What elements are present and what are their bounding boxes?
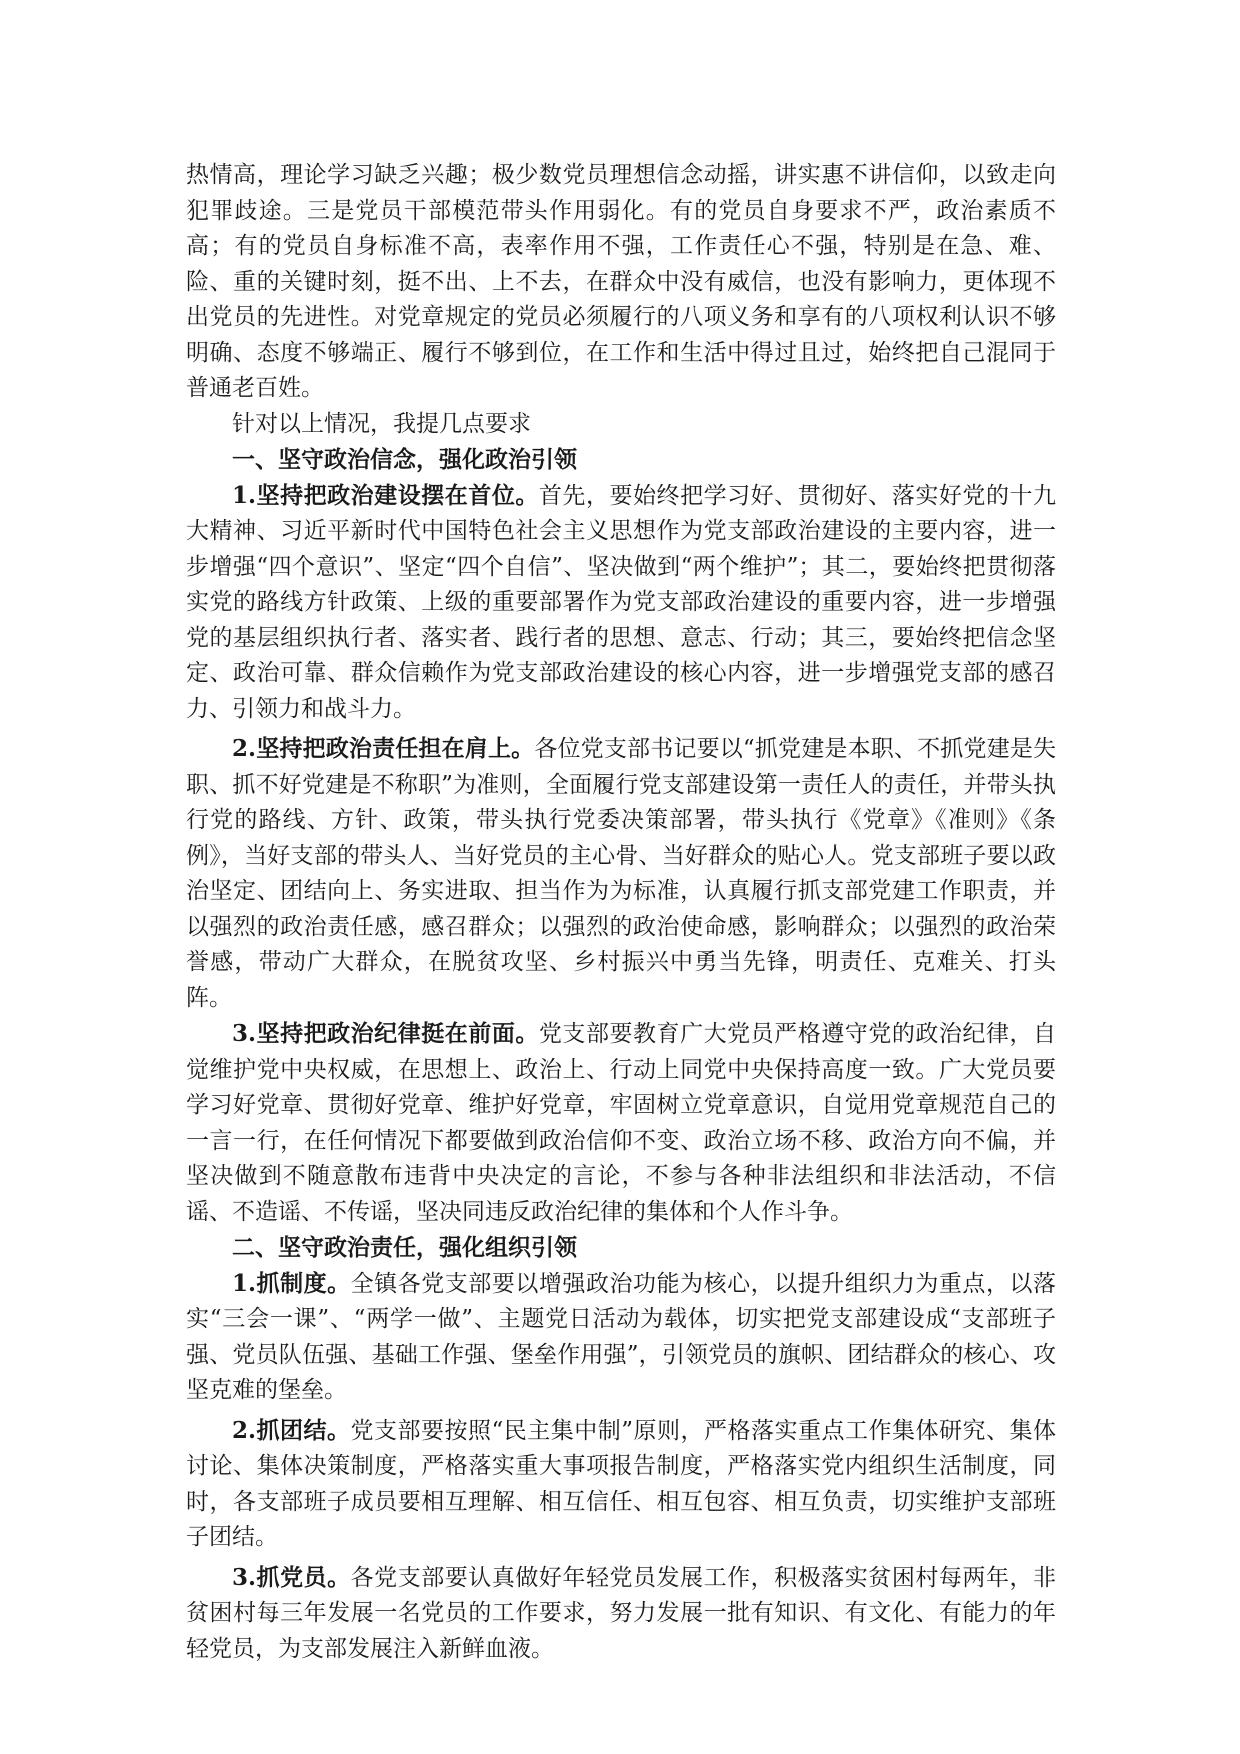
- item-lead: 2.抓团结。: [232, 1416, 351, 1444]
- section-1-item-2: [186, 731, 1056, 1016]
- section-2-item-1: [186, 1266, 1056, 1409]
- section-heading-2: 二、坚守政治责任，强化组织引领: [232, 1234, 577, 1261]
- section-1-item-1: [186, 478, 1056, 728]
- item-text: 党支部要按照“民主集中制”原则，严格落实重点工作集体研究、集体讨论、集体决策制度，严格落实重大事项报告制度，严格落实党内组织生活制度，同时，各支部班子成员要相互理解、相互信任、相互包容、相互负责，切实维护支部班子团结。: [186, 1417, 1056, 1550]
- item-lead: 3.抓党员。: [232, 1563, 351, 1591]
- section-2-item-3: [186, 1560, 1056, 1668]
- transition-line: 针对以上情况，我提几点要求: [232, 410, 531, 437]
- section-1-item-3: [186, 1016, 1056, 1230]
- item-text: 各党支部要认真做好年轻党员发展工作，积极落实贫困村每两年，非贫困村每三年发展一名党员的工作要求，努力发展一批有知识、有文化、有能力的年轻党员，为支部发展注入新鲜血液。: [186, 1564, 1056, 1662]
- document-body: [186, 158, 1056, 1667]
- item-lead: 2.坚持把政治责任担在肩上。: [232, 735, 535, 762]
- item-lead: 1.抓制度。: [232, 1269, 351, 1297]
- item-lead: 1.坚持把政治建设摆在首位。: [232, 481, 539, 509]
- item-text: 全镇各党支部要以增强政治功能为核心，以提升组织力为重点，以落实“三会一课”、“两学一做”、主题党日活动为载体，切实把党支部建设成“支部班子强、党员队伍强、基础工作强、堡垒作用强”，引领党员的旗帜、团结群众的核心、攻坚克难的堡垒。: [186, 1270, 1056, 1403]
- item-text: 各位党支部书记要以“抓党建是本职、不抓党建是失职、抓不好党建是不称职”为准则，全面履行党支部建设第一责任人的责任，并带头执行党的路线、方针、政策，带头执行党委决策部署，带头执行《党章》《准则》《条例》，当好支部的带头人、当好党员的主心骨、当好群众的贴心人。党支部班子要以政治坚定、团结向上、务实进取、担当作为为标准，认真履行抓支部党建工作职责，并以强烈的政治责任感，感召群众；以强烈的政治使命感，影响群众；以强烈的政治荣誉感，带动广大群众，在脱贫攻坚、乡村振兴中勇当先锋，明责任、克难关、打头阵。: [186, 736, 1056, 1011]
- section-2-item-2: [186, 1413, 1056, 1556]
- item-text: 党支部要教育广大党员严格遵守党的政治纪律，自觉维护党中央权威，在思想上、政治上、行动上同党中央保持高度一致。广大党员要学习好党章、贯彻好党章、维护好党章，牢固树立党章意识，自觉用党章规范自己的一言一行，在任何情况下都要做到政治信仰不变、政治立场不移、政治方向不偏，并坚决做到不随意散布违背中央决定的言论，不参与各种非法组织和非法活动，不信谣、不造谣、不传谣，坚决同违反政治纪律的集体和个人作斗争。: [186, 1021, 1056, 1225]
- intro-paragraph: 热情高，理论学习缺乏兴趣；极少数党员理想信念动摇，讲实惠不讲信仰，以致走向犯罪歧途。三是党员干部模范带头作用弱化。有的党员自身要求不严，政治素质不高；有的党员自身标准不高，表率作用不强，工作责任心不强，特别是在急、难、险、重的关键时刻，挺不出、上不去，在群众中没有威信，也没有影响力，更体现不出党员的先进性。对党章规定的党员必须履行的八项义务和享有的八项权利认识不够明确、态度不够端正、履行不够到位，在工作和生活中得过且过，始终把自己混同于普通老百姓。: [186, 162, 1056, 401]
- item-lead: 3.坚持把政治纪律挺在前面。: [232, 1020, 539, 1047]
- section-heading-1: 一、坚守政治信念，强化政治引领: [232, 446, 577, 473]
- item-text: 首先，要始终把学习好、贯彻好、落实好党的十九大精神、习近平新时代中国特色社会主义思想作为党支部政治建设的主要内容，进一步增强“四个意识”、坚定“四个自信”、坚决做到“两个维护”；其二，要始终把贯彻落实党的路线方针政策、上级的重要部署作为党支部政治建设的重要内容，进一步增强党的基层组织执行者、落实者、践行者的思想、意志、行动；其三，要始终把信念坚定、政治可靠、群众信赖作为党支部政治建设的核心内容，进一步增强党支部的感召力、引领力和战斗力。: [186, 482, 1056, 722]
